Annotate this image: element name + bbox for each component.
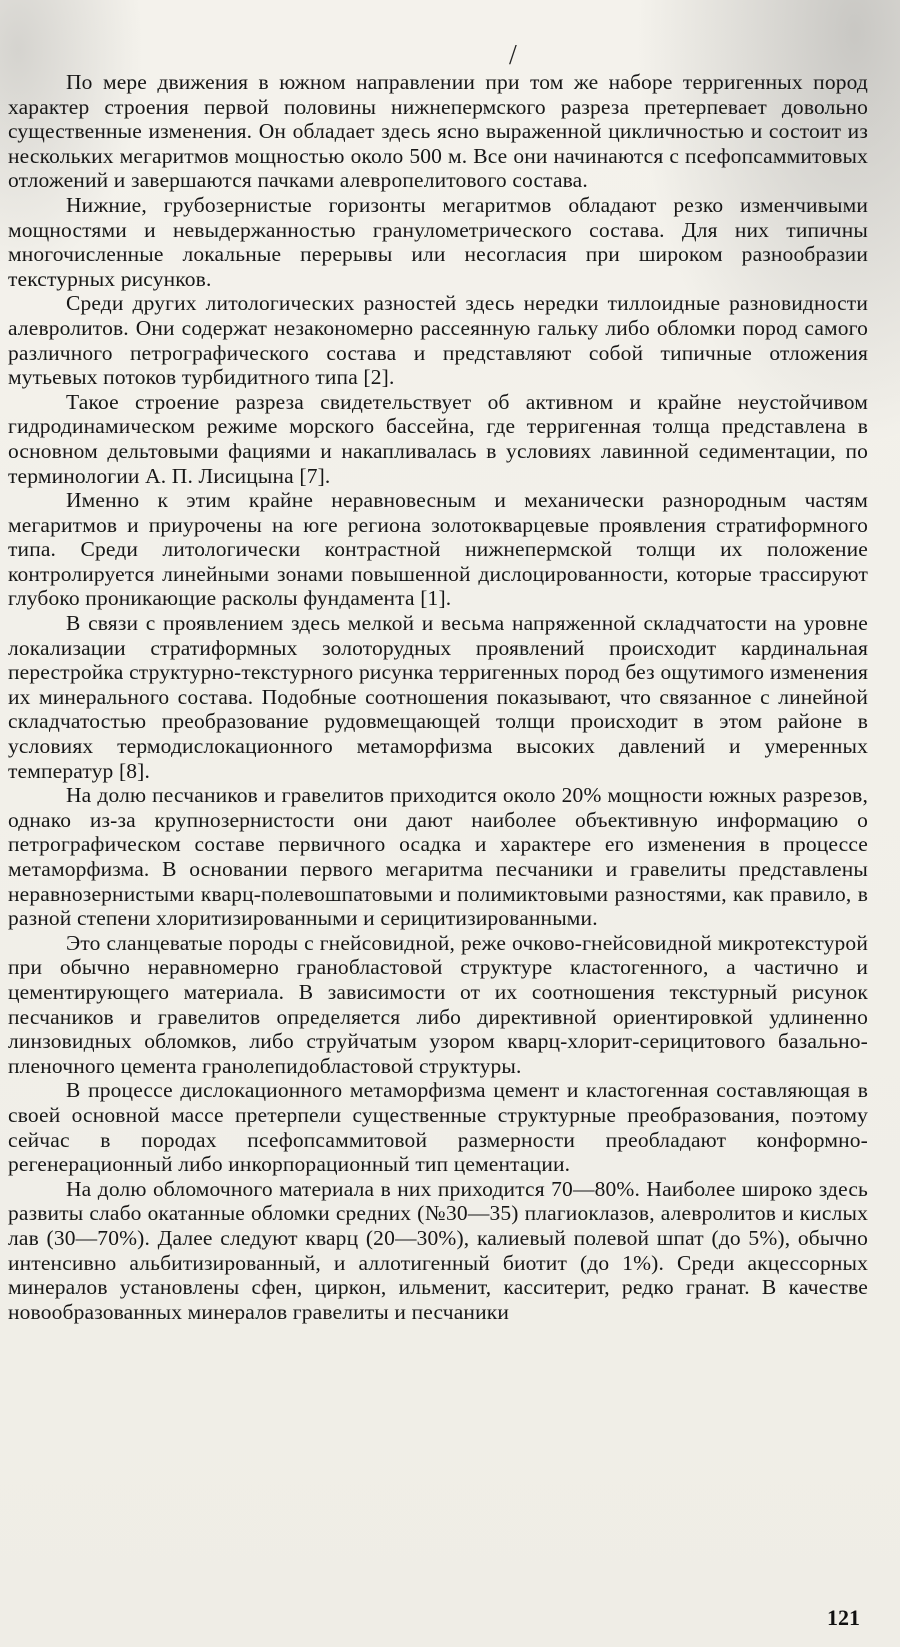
paragraph: По мере движения в южном направлении при том же наборе терригенных пород характер строения первой половины нижнепермского разреза претерпевает довольно существенные изменения. Он обладает здесь ясно выраженной цикличностью и состоит из нескольких мегаритмов мощностью около 500 м. Все они начинаются с псефопсаммитовых отложений и завершаются пачками алевропелитового состава. bbox=[8, 70, 868, 193]
paragraph: Такое строение разреза свидетельствует об активном и крайне неустойчивом гидродинамическом режиме морского бассейна, где терригенная толща представлена в основном дельтовыми фациями и накапливалась в условиях лавинной седиментации, по терминологии А. П. Лисицына [7]. bbox=[8, 389, 868, 488]
paragraph: На долю песчаников и гравелитов приходится около 20% мощности южных разрезов, однако из-за крупнозернистости они дают наиболее объективную информацию о петрографическом составе первичного осадка и характере его изменения в процессе метаморфизма. В основании первого мегаритма песчаники и гравелиты представлены неравнозернистыми кварц-полевошпатовыми и полимиктовыми разностями, как правило, в разной степени хлоритизированными и серицитизированными. bbox=[8, 783, 868, 931]
paragraph: Нижние, грубозернистые горизонты мегаритмов обладают резко изменчивыми мощностями и невыдержанностью гранулометрического состава. Для них типичны многочисленные локальные перерывы или несогласия при широком разнообразии текстурных рисунков. bbox=[8, 192, 868, 291]
paragraph: В связи с проявлением здесь мелкой и весьма напряженной складчатости на уровне локализации стратиформных золоторудных проявлений происходит кардинальная перестройка структурно-текстурного рисунка терригенных пород без ощутимого изменения их минерального состава. Подобные соотношения показывают, что связанное с линейной складчатостью преобразование рудовмещающей толщи происходит в этом районе в условиях термодислокационного метаморфизма высоких давлений и умеренных температур [8]. bbox=[8, 611, 868, 783]
paragraph: Среди других литологических разностей здесь нередки тиллоидные разновидности алевролитов. Они содержат незакономерно рассеянную гальку либо обломки пород самого различного петрографического состава и представляют собой типичные отложения мутьевых потоков турбидитного типа [2]. bbox=[8, 291, 868, 390]
header-mark: / bbox=[509, 40, 517, 71]
body-text bbox=[8, 70, 868, 1324]
paragraph: Именно к этим крайне неравновесным и механически разнородным частям мегаритмов и приурочены на юге региона золотокварцевые проявления стратиформного типа. Среди литологически контрастной нижнепермской толщи их положение контролируется линейными зонами повышенной дислоцированности, которые трассируют глубоко проникающие расколы фундамента [1]. bbox=[8, 488, 868, 611]
paragraph: Это сланцеватые породы с гнейсовидной, реже очково-гнейсовидной микротекстурой при обычно неравномерно гранобластовой структуре кластогенного, а частично и цементирующего материала. В зависимости от их соотношения текстурный рисунок песчаников и гравелитов определяется либо директивной ориентировкой удлиненно линзовидных обломков, либо струйчатым узором кварц-хлорит-серицитового базально-пленочного цемента гранолепидобластовой структуры. bbox=[8, 930, 868, 1078]
page-number: 121 bbox=[827, 1605, 860, 1630]
paragraph: На долю обломочного материала в них приходится 70—80%. Наиболее широко здесь развиты слабо окатанные обломки средних (№30—35) плагиоклазов, алевролитов и кислых лав (30—70%). Далее следуют кварц (20—30%), калиевый полевой шпат (до 5%), обычно интенсивно альбитизированный, и аллотигенный биотит (до 1%). Среди акцессорных минералов установлены сфен, циркон, ильменит, касситерит, редко гранат. В качестве новообразованных минералов гравелиты и песчаники bbox=[8, 1176, 868, 1324]
paragraph: В процессе дислокационного метаморфизма цемент и кластогенная составляющая в своей основной массе претерпели существенные структурные преобразования, поэтому сейчас в породах псефопсаммитовой размерности преобладают конформно-регенерационный либо инкорпорационный тип цементации. bbox=[8, 1078, 868, 1177]
